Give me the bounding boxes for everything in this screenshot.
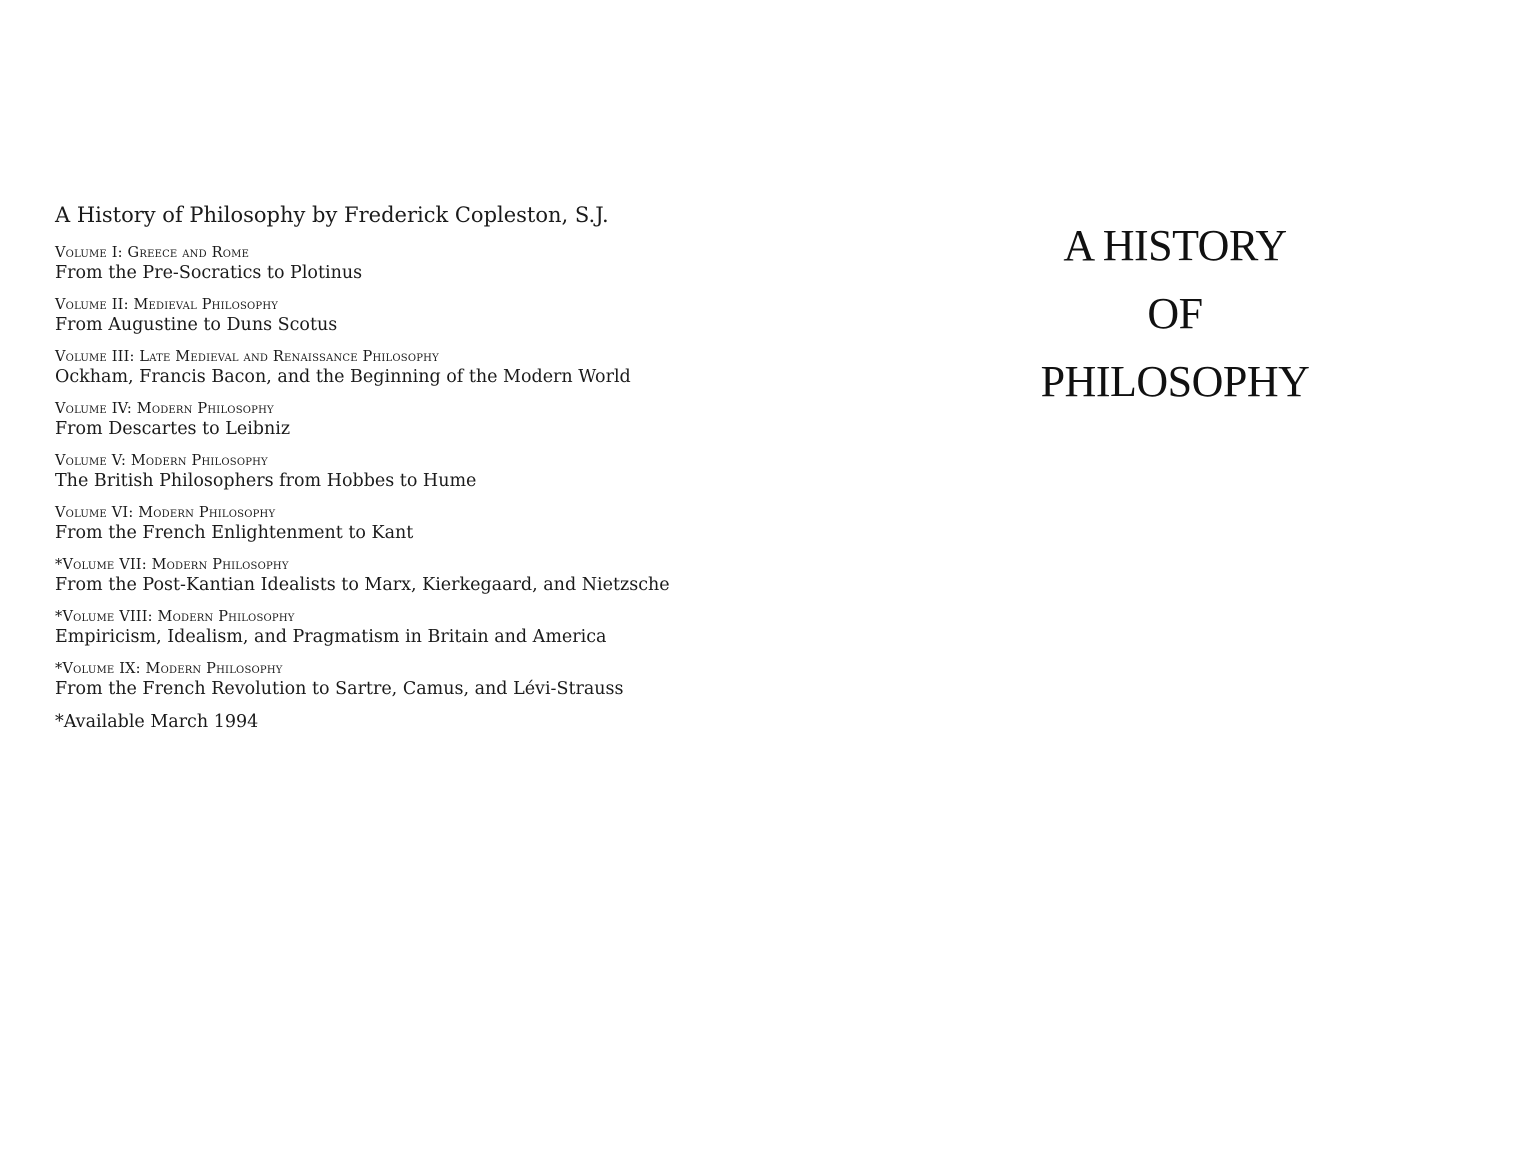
volume-subtitle: From the Pre-Socratics to Plotinus — [55, 263, 363, 283]
series-list-page — [55, 201, 695, 733]
volume-label: *Volume IX: Modern Philosophy — [55, 661, 283, 677]
volume-subtitle: From Descartes to Leibniz — [55, 419, 291, 439]
volume-label: Volume I: Greece and Rome — [55, 245, 250, 261]
volume-subtitle: The British Philosophers from Hobbes to Hume — [55, 471, 477, 491]
volume-entry — [55, 555, 695, 596]
volume-subtitle: From the French Revolution to Sartre, Camus, and Lévi-Strauss — [55, 679, 624, 699]
volume-subtitle: From Augustine to Duns Scotus — [55, 315, 338, 335]
volume-label: Volume III: Late Medieval and Renaissance Philosophy — [55, 349, 439, 365]
volume-entry — [55, 503, 695, 544]
title-line-3: PHILOSOPHY — [1040, 357, 1310, 406]
series-heading: A History of Philosophy by Frederick Copleston, S.J. — [55, 203, 609, 227]
volume-subtitle: From the French Enlightenment to Kant — [55, 523, 414, 543]
title-line-2: OF — [1147, 289, 1203, 338]
volume-label: Volume VI: Modern Philosophy — [55, 505, 276, 521]
volume-entry — [55, 243, 695, 284]
volume-entry — [55, 347, 695, 388]
availability-footnote: *Available March 1994 — [55, 712, 259, 732]
volume-entry — [55, 399, 695, 440]
volume-entry — [55, 295, 695, 336]
volume-entry — [55, 607, 695, 648]
volume-entry — [55, 659, 695, 700]
volume-subtitle: Ockham, Francis Bacon, and the Beginning of the Modern World — [55, 367, 631, 387]
volume-label: Volume V: Modern Philosophy — [55, 453, 268, 469]
volume-entry — [55, 451, 695, 492]
volume-subtitle: From the Post-Kantian Idealists to Marx, Kierkegaard, and Nietzsche — [55, 575, 670, 595]
title-line-1: A HISTORY — [1063, 221, 1287, 270]
volume-label: *Volume VII: Modern Philosophy — [55, 557, 289, 573]
volume-label: Volume IV: Modern Philosophy — [55, 401, 274, 417]
volume-label: *Volume VIII: Modern Philosophy — [55, 609, 295, 625]
volume-subtitle: Empiricism, Idealism, and Pragmatism in Britain and America — [55, 627, 607, 647]
volume-label: Volume II: Medieval Philosophy — [55, 297, 279, 313]
title-page — [1010, 212, 1340, 416]
